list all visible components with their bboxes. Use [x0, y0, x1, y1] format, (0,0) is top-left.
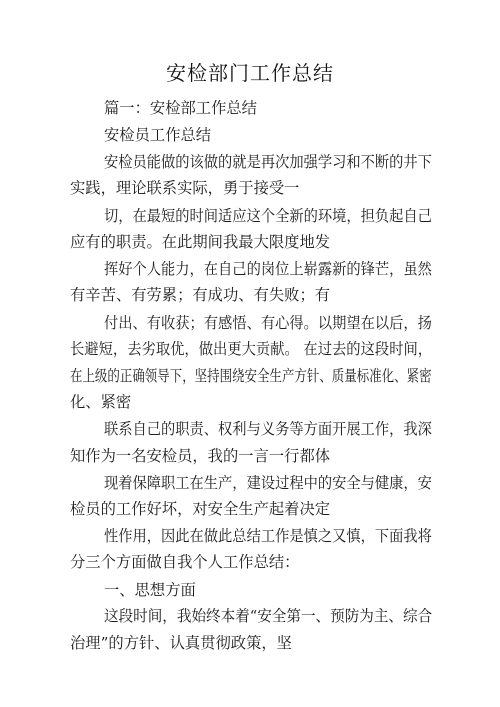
paragraph-line: 付出、有收获；有感悟、有心得。以期望在以后，扬 [104, 314, 432, 332]
paragraph-line: 检员的工作好坏，对安全生产起着决定 [70, 500, 331, 518]
paragraph-line: 有辛苦、有劳累；有成功、有失败；有 [70, 286, 331, 304]
paragraph-line: 篇一：安检部工作总结 [104, 99, 257, 117]
paragraph-line: 实践，理论联系实际，勇于接受一 [70, 179, 300, 197]
paragraph-line: 性作用，因此在做此总结工作是慎之又慎，下面我将 [104, 527, 432, 545]
paragraph-line: 长避短，去劣取优，做出更大贡献。 在过去的这段时间， [70, 340, 433, 358]
section-heading: 一、思想方面 [104, 581, 196, 599]
paragraph-line: 分三个方面做自我个人工作总结： [70, 553, 300, 571]
paragraph-line: 知作为一名安检员，我的一言一行都体 [70, 447, 331, 465]
paragraph-line: 切，在最短的时间适应这个全新的环境，担负起自己 [104, 207, 432, 225]
paragraph-line: 化、紧密 [70, 393, 132, 411]
paragraph-line: 安检员能做的该做的就是再次加强学习和不断的井下 [104, 153, 432, 171]
paragraph-line: 挥好个人能力，在自己的岗位上崭露新的锋芒，虽然 [104, 260, 432, 278]
paragraph-line: 在上级的正确领导下，坚持围绕安全生产方针、质量标准化、紧密 [70, 367, 432, 385]
paragraph-line: 治理”的方针、认真贯彻政策，坚 [70, 634, 292, 652]
paragraph-line: 应有的职责。在此期间我最大限度地发 [70, 233, 331, 251]
paragraph-line: 安检员工作总结 [104, 126, 212, 144]
paragraph-line: 这段时间，我始终本着“安全第一、预防为主、综合 [104, 607, 433, 625]
paragraph-line: 联系自己的职责、权利与义务等方面开展工作，我深 [104, 420, 432, 438]
paragraph-line: 现着保障职工在生产，建设过程中的安全与健康，安 [104, 474, 432, 492]
page-title: 安检部门工作总结 [166, 61, 334, 85]
